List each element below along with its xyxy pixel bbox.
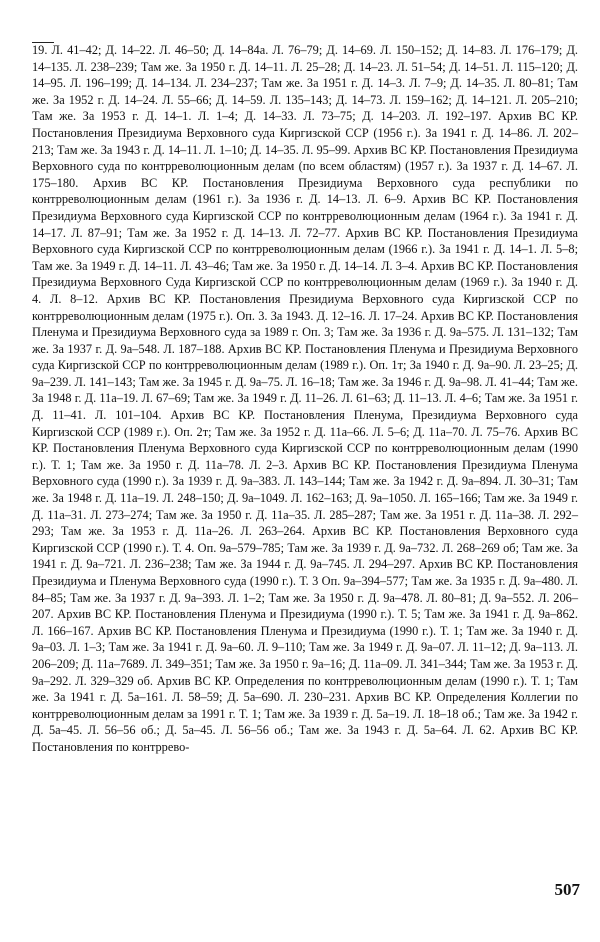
page-number: 507 bbox=[554, 880, 580, 899]
footnote-text: 19. Л. 41–42; Д. 14–22. Л. 46–50; Д. 14–84а. Л. 76–79; Д. 14–69. Л. 150–152; Д. 14–83. Л. 176–179; Д. 14–135. Л. 238–239; Там же. За 1950 г. Д. 14–11. Л. 25–28; Д. 14–23. Л. 51–54; Д. 14–51. Л. 115–120; Д. 14–95. Л. 196–199; Д. 14–134. Л. 234–237; Там же. За 1951 г. Д. 14–3. Л. 7–9; Д. 14–35. Л. 80–81; Там же. За 1952 г. Д. 14–24. Л. 55–66; Д. 14–59. Л. 135–143; Д. 14–73. Л. 159–162; Д. 14–121. Л. 205–210; Там же. За 1953 г. Д. 14–1. Л. 1–4; Д. 14–33. Л. 73–75; Д. 14–203. Л. 192–197. Архив ВС КР. Постановления Президиума Верховного суда Киргизской ССР (1956 г.). За 1941 г. Д. 14–86. Л. 202–213; Там же. За 1943 г. Д. 14–11. Л. 1–10; Д. 14–35. Л. 95–99. Архив ВС КР. Постановления Президиума Верховного суда по контрреволюционным делам (по всем областям) (1957 г.). За 1937 г. Д. 14–67. Л. 175–180. Архив ВС КР. Постановления Президиума Верховного суда республики по контрреволюционным делам (1961 г.). За 1936 г. Д. 14–13. Л. 6–9. Архив ВС КР. Постановления Президиума Верховного суда Киргизской ССР по контрреволюционным делам (1964 г.). За 1941 г. Д. 14–17. Л. 87–91; Там же. За 1952 г. Д. 14–13. Л. 72–77. Архив ВС КР. Постановления Президиума Верховного суда Киргизской ССР по контрреволюционным делам (1966 г.). За 1941 г. Д. 14–1. Л. 5–8; Там же. За 1949 г. Д. 14–11. Л. 43–46; Там же. За 1950 г. Д. 14–14. Л. 3–4. Архив ВС КР. Постановления Президиума Верховного Суда Киргизской ССР по контрреволюционным делам (1969 г.). За 1940 г. Д. 4. Л. 8–12. Архив ВС КР. Постановления Президиума Верховного суда Киргизской ССР по контрреволюционным делам (1975 г.). Оп. 3. За 1943. Д. 12–16. Л. 17–24. Архив ВС КР. Постановления Пленума и Президиума Верховного суда за 1989 г. Оп. 3; Там же. За 1936 г. Д. 9а–575. Л. 131–132; Там же. За 1937 г. Д. 9а–548. Л. 187–188. Архив ВС КР. Постановления Пленума и Президиума Верховного суда Киргизской ССР по контрреволюционным делам (1989 г.). Оп. 1т; За 1940 г. Д. 9а–90. Л. 23–25; Д. 9а–239. Л. 141–143; Там же. За 1945 г. Д. 9а–75. Л. 16–18; Там же. За 1946 г. Д. 9а–98. Л. 41–44; Там же. За 1948 г. Д. 11а–19. Л. 67–69; Там же. За 1949 г. Д. 11–26. Л. 61–63; Д. 11–13. Л. 4–6; Там же. За 1951 г. Д. 11–41. Л. 101–104. Архив ВС КР. Постановления Пленума, Президиума Верховного суда Киргизской ССР (1989 г.). Оп. 2т; Там же. За 1952 г. Д. 11а–66. Л. 5–6; Д. 11а–70. Л. 75–76. Архив ВС КР. Постановления Пленума Верховного суда Киргизской ССР по контрреволюционным делам (1990 г.). Т. 1; Там же. За 1950 г. Д. 11а–78. Л. 2–3. Архив ВС КР. Постановления Президиума Пленума Верховного суда (1990 г.). За 1939 г. Д. 9а–383. Л. 143–144; Там же. За 1942 г. Д. 9а–894. Л. 30–31; Там же. За 1948 г. Д. 11а–19. Л. 248–150; Д. 9а–1049. Л. 162–163; Д. 9а–1050. Л. 165–166; Там же. За 1949 г. Д. 11а–31. Л. 273–274; Там же. За 1950 г. Д. 11а–35. Л. 285–287; Там же. За 1951 г. Д. 11а–38. Л. 292–293; Там же. За 1953 г. Д. 11а–26. Л. 263–264. Архив ВС КР. Постановления Верховного суда Киргизской ССР (1990 г.). Т. 4. Оп. 9а–579–785; Там же. За 1939 г. Д. 9а–732. Л. 268–269 об; Там же. За 1941 г. Д. 9а–721. Л. 236–238; Там же. За 1944 г. Д. 9а–745. Л. 294–297. Архив ВС КР. Постановления Президиума и Пленума Верховного суда (1990 г.). Т. 3 Оп. 9а–394–577; Там же. За 1935 г. Д. 9а–480. Л. 84–85; Там же. За 1937 г. Д. 9а–393. Л. 1–2; Там же. За 1950 г. Д. 9а–478. Л. 80–81; Д. 9а–552. Л. 206–207. Архив ВС КР. Постановления Пленума и Президиума (1990 г.). Т. 5; Там же. За 1941 г. Д. 9а–862. Л. 166–167. Архив ВС КР. Постановления Пленума и Президиума (1990 г.). Т. 1; Там же. За 1940 г. Д. 9а–03. Л. 1–3; Там же. За 1941 г. Д. 9а–60. Л. 9–110; Там же. За 1949 г. Д. 9а–07. Л. 11–12; Д. 9а–113. Л. 206–209; Д. 11а–7689. Л. 349–351; Там же. За 1950 г. 9а–16; Д. 11а–09. Л. 341–344; Там же. За 1953 г. Д. 9а–292. Л. 329–329 об. Архив ВС КР. Определения по контрреволюционным делам (1990 г.). Т. 1; Там же. За 1941 г. Д. 5а–161. Л. 58–59; Д. 5а–690. Л. 230–231. Архив ВС КР. Определения Коллегии по контрреволюционным делам за 1991 г. Т. 1; Там же. За 1939 г. Д. 5а–19. Л. 18–18 об.; Там же. За 1942 г. Д. 5а–45. Л. 56–56 об.; Д. 5а–45. Л. 56–56 об.; Там же. За 1943 г. Д. 5а–64. Л. 62. Архив ВС КР. Постановления по контррево- bbox=[32, 43, 578, 754]
